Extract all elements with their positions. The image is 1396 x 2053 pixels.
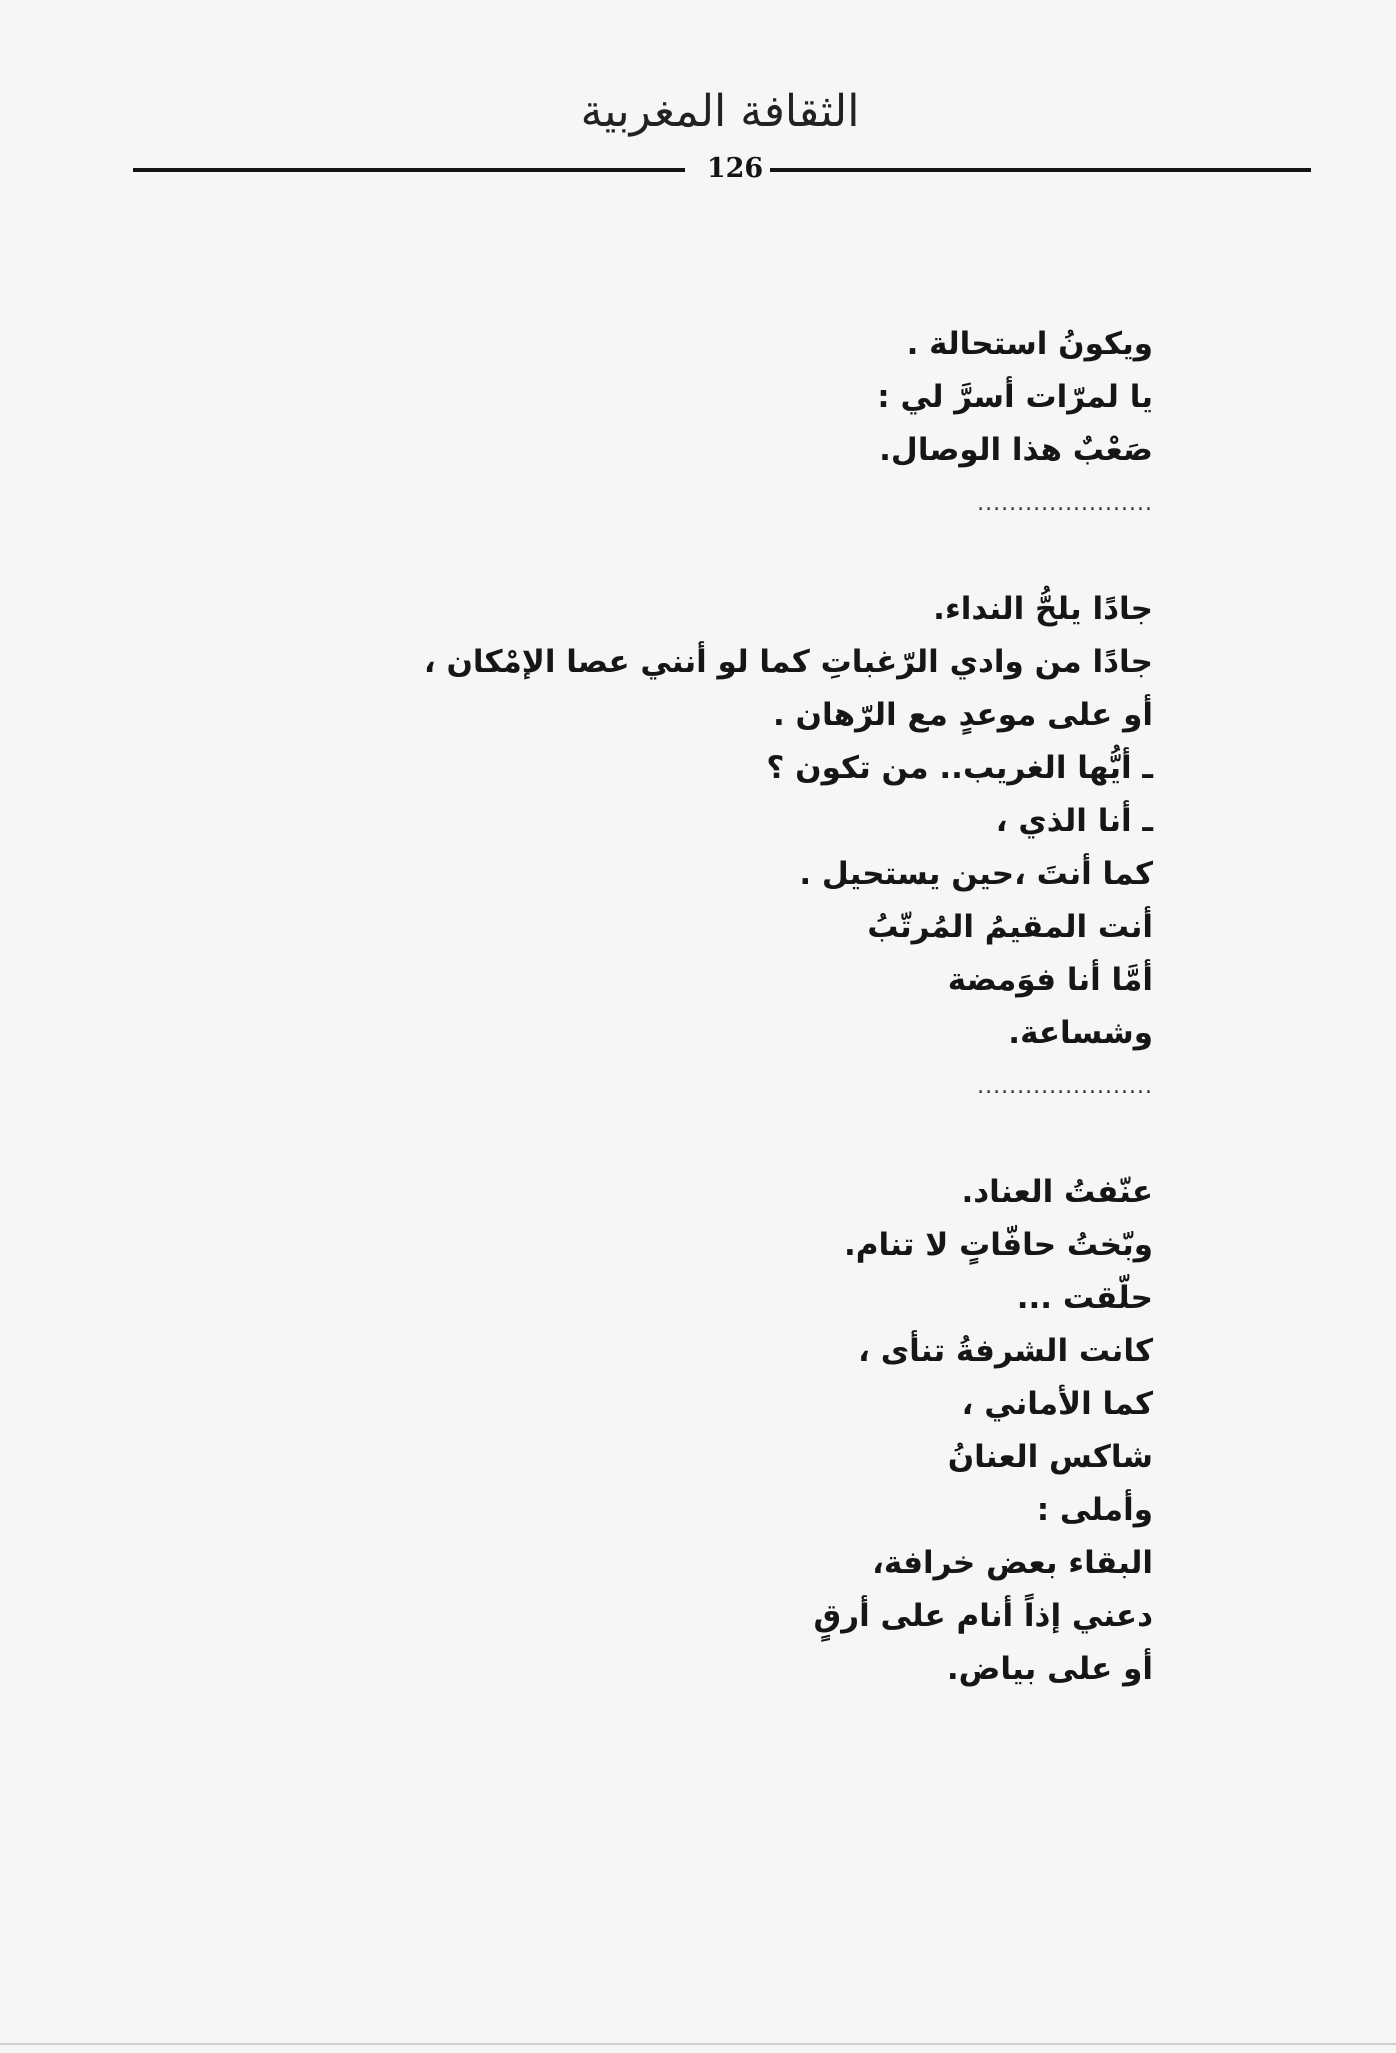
poem-body [400, 318, 1153, 1696]
poem-line: ـ أيُّها الغريب.. من تكون ؟ [766, 750, 1153, 786]
stanza-gap [400, 1113, 1153, 1166]
poem-line: البقاء بعض خرافة، [872, 1545, 1153, 1581]
poem-line: وشساعة. [1008, 1015, 1153, 1051]
page-number: 126 [706, 153, 764, 184]
poem-line: عنّفتُ العناد. [961, 1174, 1153, 1210]
header-rule-left [133, 168, 685, 172]
poem-line: أو على بياض. [946, 1651, 1153, 1687]
dotted-separator: ...................... [977, 491, 1153, 516]
poem-line: جادًا من وادي الرّغباتِ كما لو أنني عصا الإمْكان ، [423, 644, 1153, 680]
poem-line: صَعْبٌ هذا الوصال. [879, 432, 1153, 468]
poem-line: كانت الشرفةُ تنأى ، [858, 1333, 1153, 1369]
poem-line: أو على موعدٍ مع الرّهان . [772, 697, 1153, 733]
poem-line: دعني إذاً أنام على أرقٍ [813, 1598, 1153, 1634]
poem-line: وبّختُ حافّاتٍ لا تنام. [843, 1227, 1153, 1263]
poem-line: جادًا يلحُّ النداء. [933, 591, 1153, 627]
dotted-separator: ...................... [977, 1074, 1153, 1099]
poem-line: كما أنتَ ،حين يستحيل . [799, 856, 1153, 892]
running-title: الثقافة المغربية [580, 86, 860, 137]
poem-line: كما الأماني ، [961, 1386, 1153, 1422]
poem-line: شاكس العنانُ [947, 1439, 1153, 1475]
poem-line: حلّقت ... [1016, 1280, 1153, 1316]
page-edge-line [0, 2043, 1396, 2045]
poem-line: يا لمرّات أسرَّ لي : [877, 379, 1153, 415]
poem-line: ويكونُ استحالة . [906, 326, 1153, 362]
poem-line: أمَّا أنا فوَمضة [947, 962, 1153, 998]
poem-line: أنت المقيمُ المُرتّبُ [867, 909, 1153, 945]
poem-line: ـ أنا الذي ، [995, 803, 1153, 839]
poem-line: وأملى : [1036, 1492, 1153, 1528]
stanza-gap [400, 530, 1153, 583]
header-rule-right [770, 168, 1311, 172]
